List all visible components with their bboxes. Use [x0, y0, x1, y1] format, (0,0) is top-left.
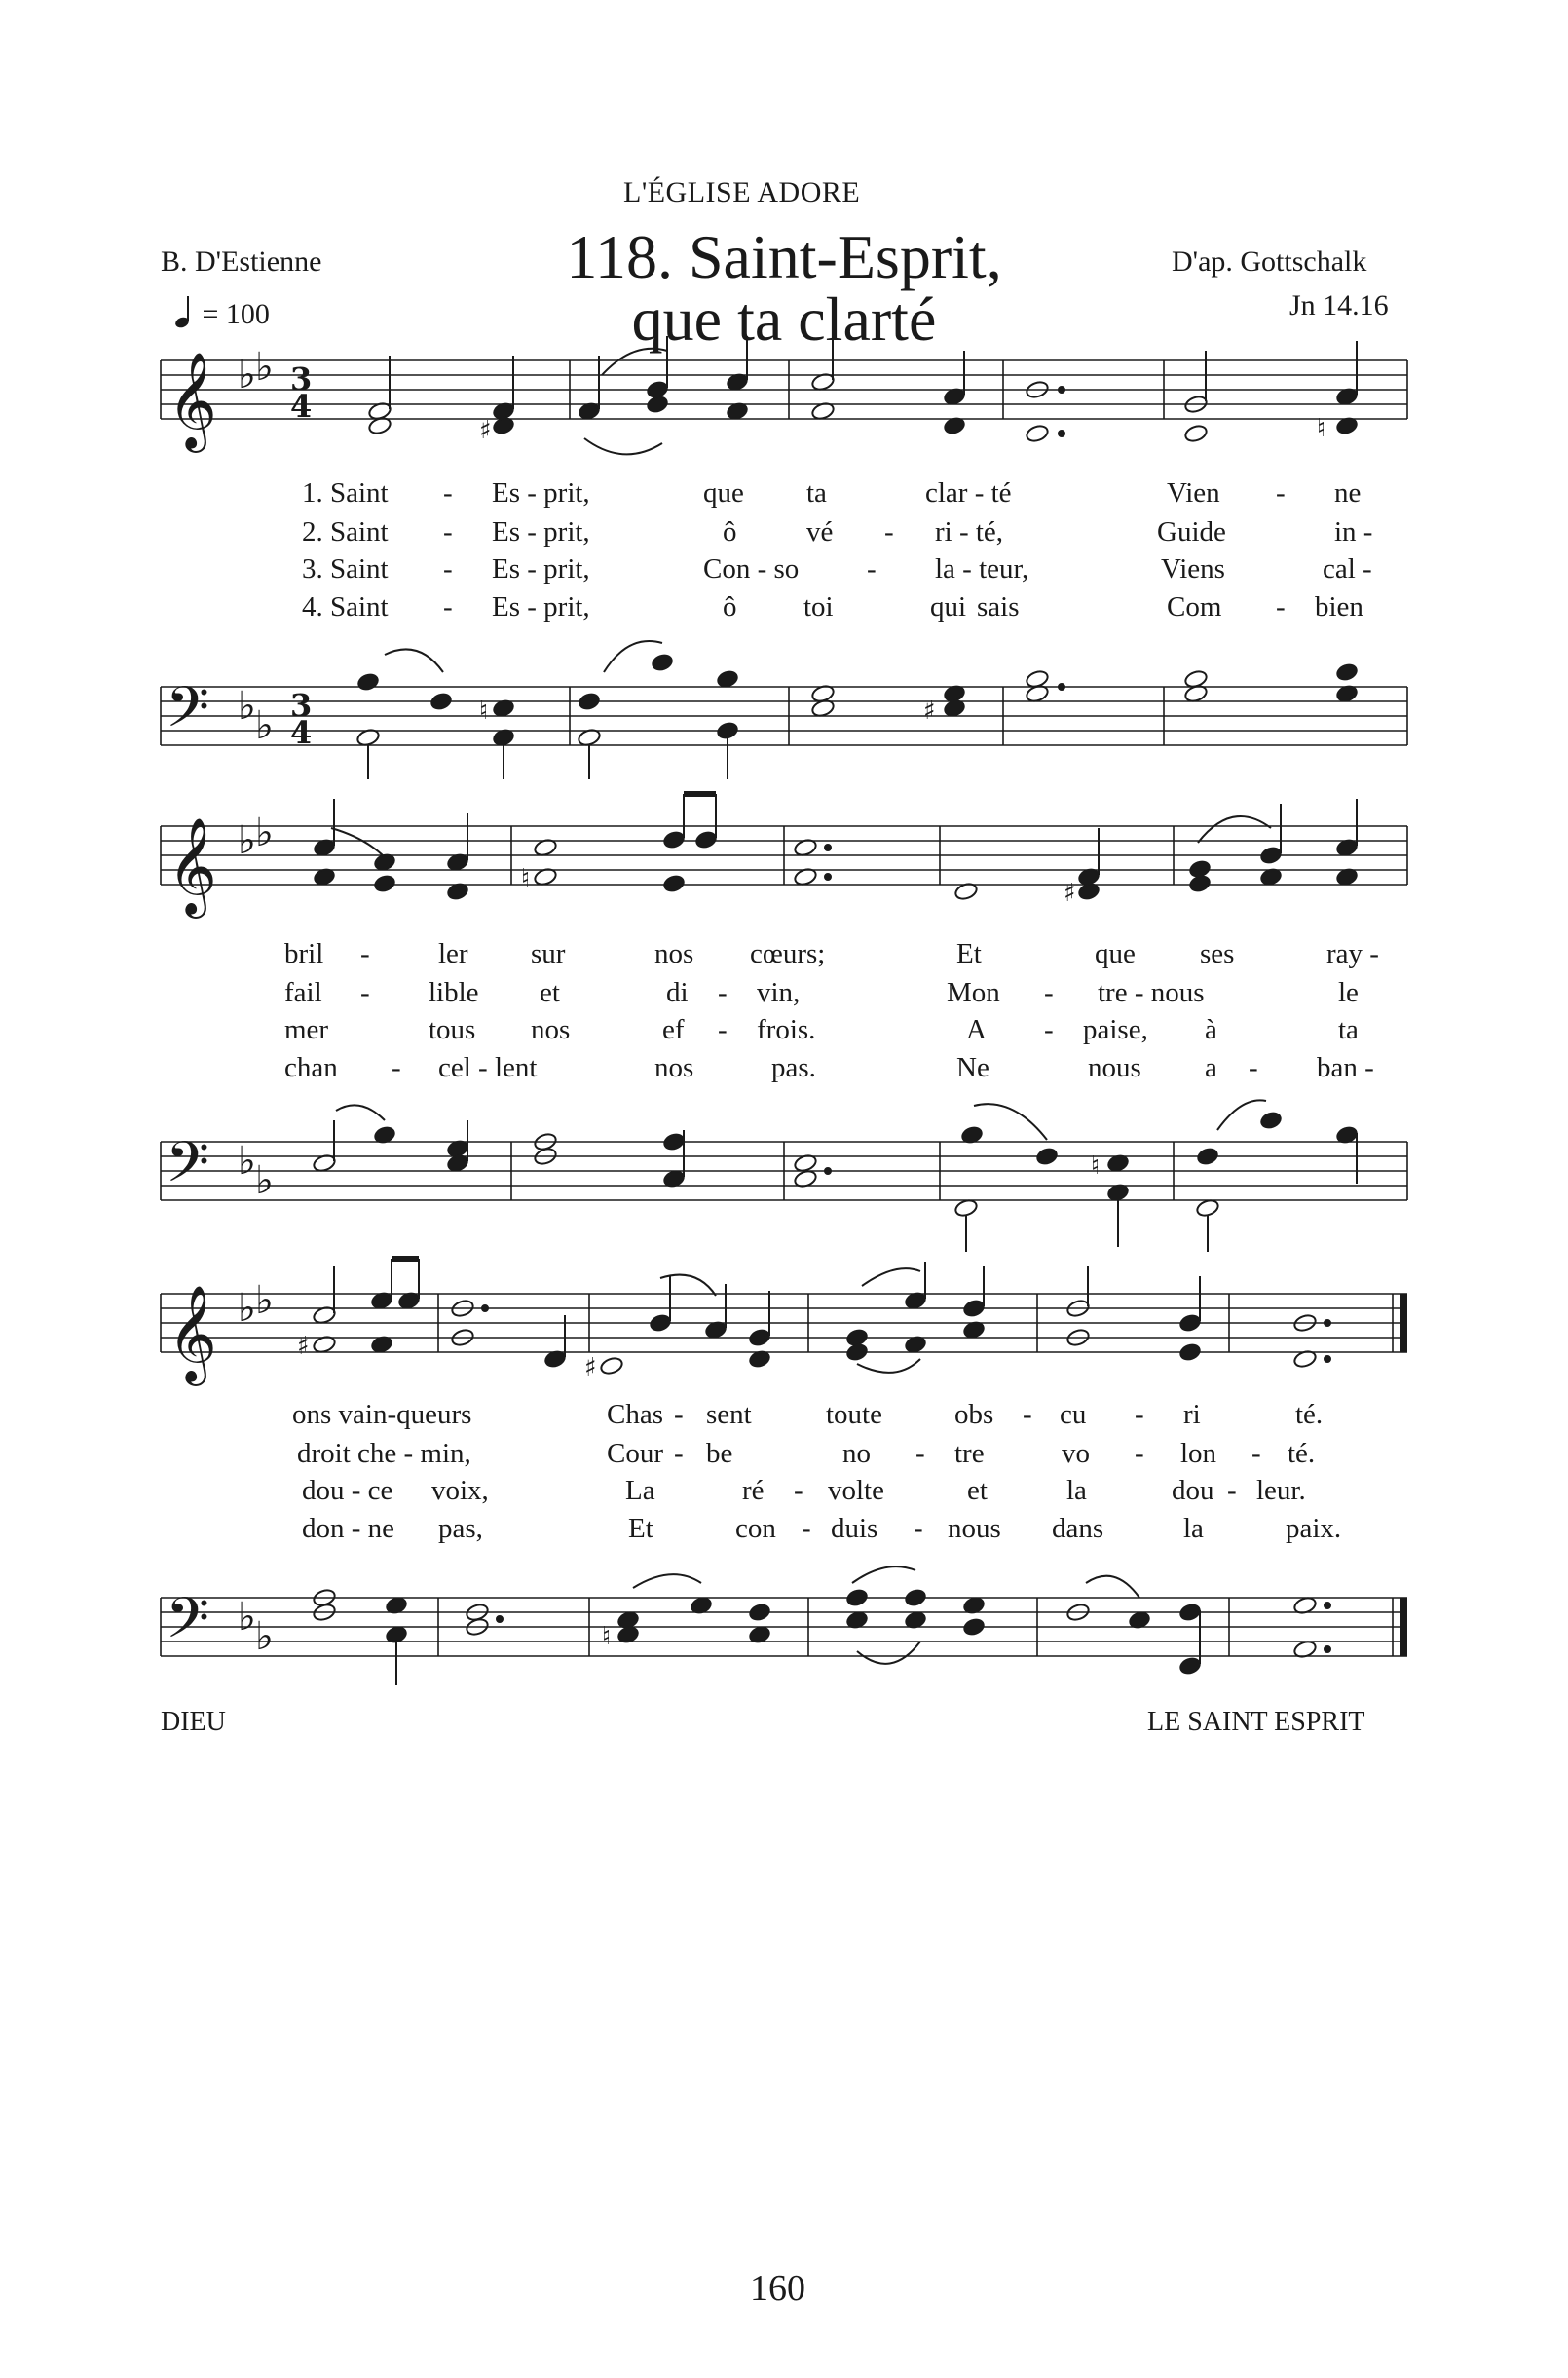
svg-text:♯: ♯ — [1064, 879, 1076, 908]
svg-text:♮: ♮ — [1317, 414, 1326, 443]
footer-category-right: LE SAINT ESPRIT — [1147, 1707, 1365, 1737]
svg-text:♭: ♭ — [238, 818, 256, 863]
svg-text:4: 4 — [290, 388, 313, 425]
title-line-1: 118. Saint-Esprit, — [566, 222, 1002, 291]
svg-text:♮: ♮ — [602, 1622, 612, 1651]
svg-text:𝄢: 𝄢 — [166, 674, 210, 754]
svg-text:♭: ♭ — [255, 811, 274, 855]
svg-text:♮: ♮ — [1091, 1151, 1101, 1181]
svg-text:♮: ♮ — [479, 697, 489, 726]
composer-credit: B. D'Estienne — [161, 245, 322, 278]
footer-category-left: DIEU — [161, 1707, 226, 1737]
svg-text:4: 4 — [290, 714, 313, 751]
svg-text:♯: ♯ — [479, 416, 492, 445]
section-heading: L'ÉGLISE ADORE — [623, 176, 861, 208]
svg-text:♯: ♯ — [584, 1353, 597, 1382]
svg-text:♭: ♭ — [238, 1139, 256, 1184]
tempo-value: = 100 — [202, 298, 270, 330]
svg-text:𝄢: 𝄢 — [166, 1585, 210, 1665]
svg-text:♭: ♭ — [255, 1614, 274, 1659]
svg-text:♭: ♭ — [255, 345, 274, 390]
svg-text:♭: ♭ — [255, 1158, 274, 1203]
svg-text:𝄞: 𝄞 — [168, 352, 217, 449]
svg-text:♭: ♭ — [255, 1278, 274, 1323]
svg-text:♭: ♭ — [238, 353, 256, 397]
svg-text:♯: ♯ — [923, 697, 936, 726]
svg-text:♭: ♭ — [238, 1595, 256, 1640]
svg-text:𝄞: 𝄞 — [168, 817, 217, 915]
author-credit: D'ap. Gottschalk — [1172, 245, 1367, 278]
svg-text:♮: ♮ — [521, 864, 531, 893]
svg-text:3: 3 — [290, 687, 313, 724]
bible-reference: Jn 14.16 — [1289, 289, 1389, 321]
svg-text:𝄢: 𝄢 — [166, 1129, 210, 1209]
svg-text:3: 3 — [290, 360, 313, 397]
svg-text:♭: ♭ — [238, 1286, 256, 1331]
svg-text:♯: ♯ — [297, 1332, 310, 1361]
svg-text:♭: ♭ — [255, 703, 274, 748]
svg-text:♭: ♭ — [238, 684, 256, 729]
title-line-2: que ta clarté — [631, 284, 937, 354]
page-number: 160 — [750, 2268, 805, 2309]
svg-text:𝄞: 𝄞 — [168, 1285, 217, 1382]
